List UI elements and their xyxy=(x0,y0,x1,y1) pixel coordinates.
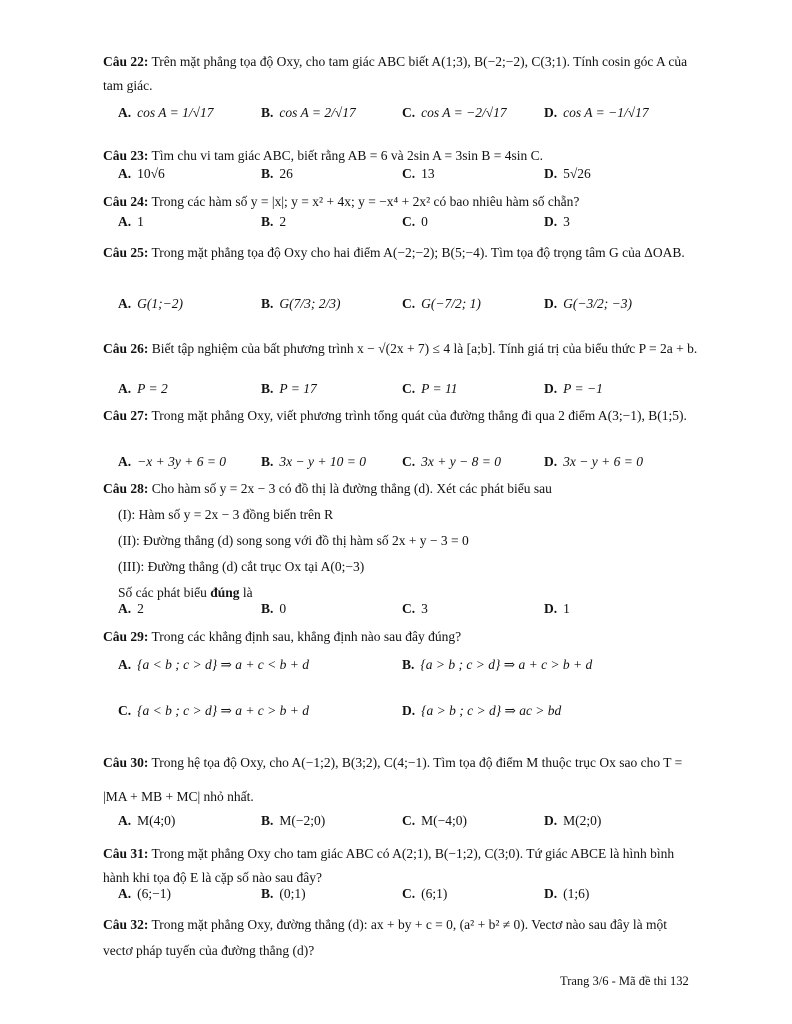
question-label: Câu 24: xyxy=(103,194,149,209)
option-letter: A. xyxy=(118,454,132,469)
option-a[interactable] xyxy=(118,214,144,230)
question-22 xyxy=(103,50,698,98)
option-c[interactable] xyxy=(402,601,428,617)
option-text: G(7/3; 2/3) xyxy=(279,296,341,311)
option-text: cos A = 1/√17 xyxy=(137,105,214,120)
option-letter: A. xyxy=(118,601,132,616)
options-row xyxy=(118,296,698,322)
option-text: {a < b ; c > d} ⇒ a + c > b + d xyxy=(137,703,310,718)
option-text: {a > b ; c > d} ⇒ ac > bd xyxy=(421,703,562,718)
option-text: (0;1) xyxy=(279,886,306,901)
question-text: Trong mặt phẳng Oxy, đường thẳng (d): ax + by + c = 0, (a² + b² ≠ 0). Vectơ nào sau đây là một vectơ pháp tuyến của đường thẳng (d)? xyxy=(103,917,668,958)
question-23 xyxy=(103,144,698,168)
option-letter: C. xyxy=(402,381,416,396)
question-text: Biết tập nghiệm của bất phương trình x − √(2x + 7) ≤ 4 là [a;b]. Tính giá trị của biểu thức P = 2a + b. xyxy=(151,341,698,356)
option-a[interactable] xyxy=(118,813,175,829)
option-d[interactable] xyxy=(544,454,643,470)
option-letter: A. xyxy=(118,886,132,901)
option-text: 3 xyxy=(421,601,428,616)
question-text: Trong các khẳng định sau, khẳng định nào sau đây đúng? xyxy=(151,629,462,644)
question-text: Trong mặt phẳng Oxy, viết phương trình tổng quát của đường thẳng đi qua 2 điểm A(3;−1), B(1;5). xyxy=(151,408,687,423)
question-label: Câu 28: xyxy=(103,481,149,496)
option-letter: A. xyxy=(118,813,132,828)
question-24 xyxy=(103,190,698,214)
option-letter: A. xyxy=(118,105,132,120)
question-text: Cho hàm số y = 2x − 3 có đồ thị là đường thẳng (d). Xét các phát biểu sau xyxy=(151,481,552,496)
statement-1: (I): Hàm số y = 2x − 3 đồng biến trên R xyxy=(118,507,334,522)
option-a[interactable] xyxy=(118,105,214,121)
option-text: P = 2 xyxy=(137,381,168,396)
option-letter: C. xyxy=(402,886,416,901)
options-row xyxy=(118,657,698,683)
question-label: Câu 27: xyxy=(103,408,149,423)
tail-pre: Số các phát biểu xyxy=(118,585,211,600)
option-letter: C. xyxy=(402,601,416,616)
question-label: Câu 31: xyxy=(103,846,149,861)
options-row xyxy=(118,813,698,839)
option-letter: B. xyxy=(261,813,274,828)
question-30 xyxy=(103,746,698,814)
option-b[interactable] xyxy=(261,601,286,617)
option-d[interactable] xyxy=(544,601,570,617)
question-text: Trong hệ tọa độ Oxy, cho A(−1;2), B(3;2), C(4;−1). Tìm tọa độ điểm M thuộc trục Ox sao cho T = |MA + MB + MC| nhỏ nhất. xyxy=(103,755,683,804)
option-text: 3x − y + 6 = 0 xyxy=(563,454,643,469)
option-letter: C. xyxy=(402,214,416,229)
option-b[interactable] xyxy=(261,813,325,829)
option-text: 2 xyxy=(137,601,144,616)
option-d[interactable] xyxy=(544,886,589,902)
option-c[interactable] xyxy=(118,703,309,719)
option-letter: C. xyxy=(402,296,416,311)
option-c[interactable] xyxy=(402,886,447,902)
option-d[interactable] xyxy=(544,381,603,397)
option-text: cos A = −2/√17 xyxy=(421,105,507,120)
option-text: G(−7/2; 1) xyxy=(421,296,481,311)
option-letter: D. xyxy=(544,886,558,901)
option-letter: D. xyxy=(544,296,558,311)
option-text: 1 xyxy=(563,601,570,616)
option-b[interactable] xyxy=(261,381,317,397)
option-letter: A. xyxy=(118,166,132,181)
question-26 xyxy=(103,337,698,361)
option-text: cos A = 2/√17 xyxy=(279,105,356,120)
option-text: 13 xyxy=(421,166,435,181)
option-letter: B. xyxy=(261,886,274,901)
question-29 xyxy=(103,625,698,649)
option-letter: C. xyxy=(118,703,132,718)
question-text: Tìm chu vi tam giác ABC, biết rằng AB = 6 và 2sin A = 3sin B = 4sin C. xyxy=(151,148,543,163)
option-letter: B. xyxy=(261,105,274,120)
option-a[interactable] xyxy=(118,657,309,673)
option-letter: B. xyxy=(261,166,274,181)
option-letter: A. xyxy=(118,214,132,229)
statement-2: (II): Đường thẳng (d) song song với đồ thị hàm số 2x + y − 3 = 0 xyxy=(118,533,469,548)
question-label: Câu 23: xyxy=(103,148,149,163)
option-a[interactable] xyxy=(118,381,168,397)
options-row xyxy=(118,601,698,627)
option-c[interactable] xyxy=(402,105,507,121)
question-28 xyxy=(103,477,698,501)
option-text: 5√26 xyxy=(563,166,591,181)
option-letter: B. xyxy=(261,214,274,229)
option-c[interactable] xyxy=(402,381,458,397)
page-footer: Trang 3/6 - Mã đề thi 132 xyxy=(560,974,689,988)
option-d[interactable] xyxy=(544,214,570,230)
option-d[interactable] xyxy=(402,703,561,719)
option-text: (6;−1) xyxy=(137,886,171,901)
question-label: Câu 25: xyxy=(103,245,149,260)
option-text: 3 xyxy=(563,214,570,229)
option-c[interactable] xyxy=(402,296,481,312)
option-text: 1 xyxy=(137,214,144,229)
option-text: (1;6) xyxy=(563,886,590,901)
question-label: Câu 22: xyxy=(103,54,149,69)
option-d[interactable] xyxy=(544,813,601,829)
options-row xyxy=(118,105,698,131)
option-b[interactable] xyxy=(261,296,341,312)
question-text: Trong mặt phẳng Oxy cho tam giác ABC có A(2;1), B(−1;2), C(3;0). Tứ giác ABCE là hình bình hành khi tọa độ E là cặp số nào sau đây? xyxy=(103,846,675,885)
option-a[interactable] xyxy=(118,296,183,312)
option-d[interactable] xyxy=(544,296,632,312)
question-32 xyxy=(103,912,698,964)
option-b[interactable] xyxy=(261,214,286,230)
option-letter: C. xyxy=(402,813,416,828)
option-text: M(4;0) xyxy=(137,813,176,828)
question-label: Câu 26: xyxy=(103,341,149,356)
option-b[interactable] xyxy=(261,454,366,470)
option-c[interactable] xyxy=(402,214,428,230)
question-text: Trên mặt phẳng tọa độ Oxy, cho tam giác ABC biết A(1;3), B(−2;−2), C(3;1). Tính cosin góc A của tam giác. xyxy=(103,54,688,93)
option-text: 2 xyxy=(279,214,287,229)
option-letter: A. xyxy=(118,657,132,672)
option-letter: D. xyxy=(544,454,558,469)
option-letter: D. xyxy=(544,601,558,616)
option-c[interactable] xyxy=(402,454,501,470)
question-label: Câu 30: xyxy=(103,755,149,770)
option-letter: A. xyxy=(118,381,132,396)
option-b[interactable] xyxy=(261,886,306,902)
question-label: Câu 32: xyxy=(103,917,149,932)
options-row xyxy=(118,166,698,192)
question-label: Câu 29: xyxy=(103,629,149,644)
option-letter: C. xyxy=(402,105,416,120)
option-b[interactable] xyxy=(402,657,592,673)
question-25 xyxy=(103,241,698,265)
option-c[interactable] xyxy=(402,166,435,182)
option-text: 0 xyxy=(279,601,287,616)
option-text: {a > b ; c > d} ⇒ a + c > b + d xyxy=(420,657,593,672)
option-text: (6;1) xyxy=(421,886,448,901)
option-b[interactable] xyxy=(261,166,293,182)
option-letter: B. xyxy=(261,296,274,311)
option-c[interactable] xyxy=(402,813,467,829)
option-text: 3x − y + 10 = 0 xyxy=(279,454,366,469)
option-letter: D. xyxy=(544,381,558,396)
option-text: 10√6 xyxy=(137,166,165,181)
option-a[interactable] xyxy=(118,886,171,902)
option-letter: D. xyxy=(402,703,416,718)
option-text: M(−2;0) xyxy=(279,813,326,828)
option-text: G(−3/2; −3) xyxy=(563,296,632,311)
option-text: M(−4;0) xyxy=(421,813,467,828)
options-row xyxy=(118,886,698,912)
option-a[interactable] xyxy=(118,454,226,470)
option-d[interactable] xyxy=(544,105,649,121)
question-27 xyxy=(103,404,698,428)
question-text: Trong các hàm số y = |x|; y = x² + 4x; y = −x⁴ + 2x² có bao nhiêu hàm số chẵn? xyxy=(151,194,580,209)
option-text: G(1;−2) xyxy=(137,296,183,311)
option-letter: D. xyxy=(544,813,558,828)
statement-3: (III): Đường thẳng (d) cắt trục Ox tại A(0;−3) xyxy=(118,559,365,574)
options-row xyxy=(118,703,698,729)
option-text: M(2;0) xyxy=(563,813,602,828)
option-letter: C. xyxy=(402,166,416,181)
option-letter: D. xyxy=(544,105,558,120)
option-letter: B. xyxy=(261,601,274,616)
option-text: {a < b ; c > d} ⇒ a + c < b + d xyxy=(137,657,310,672)
option-text: 0 xyxy=(421,214,428,229)
question-31 xyxy=(103,842,698,890)
option-a[interactable] xyxy=(118,166,165,182)
option-text: cos A = −1/√17 xyxy=(563,105,649,120)
option-letter: B. xyxy=(402,657,415,672)
option-text: 26 xyxy=(279,166,293,181)
options-row xyxy=(118,214,698,240)
option-d[interactable] xyxy=(544,166,591,182)
option-letter: D. xyxy=(544,166,558,181)
option-letter: C. xyxy=(402,454,416,469)
tail-post: là xyxy=(239,585,253,600)
option-b[interactable] xyxy=(261,105,356,121)
option-letter: A. xyxy=(118,296,132,311)
option-letter: B. xyxy=(261,381,274,396)
option-text: P = 11 xyxy=(421,381,458,396)
option-text: P = −1 xyxy=(563,381,603,396)
option-text: 3x + y − 8 = 0 xyxy=(421,454,501,469)
question-text: Trong mặt phẳng tọa độ Oxy cho hai điểm A(−2;−2); B(5;−4). Tìm tọa độ trọng tâm G của ΔOAB. xyxy=(151,245,685,260)
option-letter: B. xyxy=(261,454,274,469)
tail-bold: đúng xyxy=(210,585,240,600)
option-text: P = 17 xyxy=(279,381,317,396)
option-letter: D. xyxy=(544,214,558,229)
option-text: −x + 3y + 6 = 0 xyxy=(137,454,227,469)
option-a[interactable] xyxy=(118,601,144,617)
